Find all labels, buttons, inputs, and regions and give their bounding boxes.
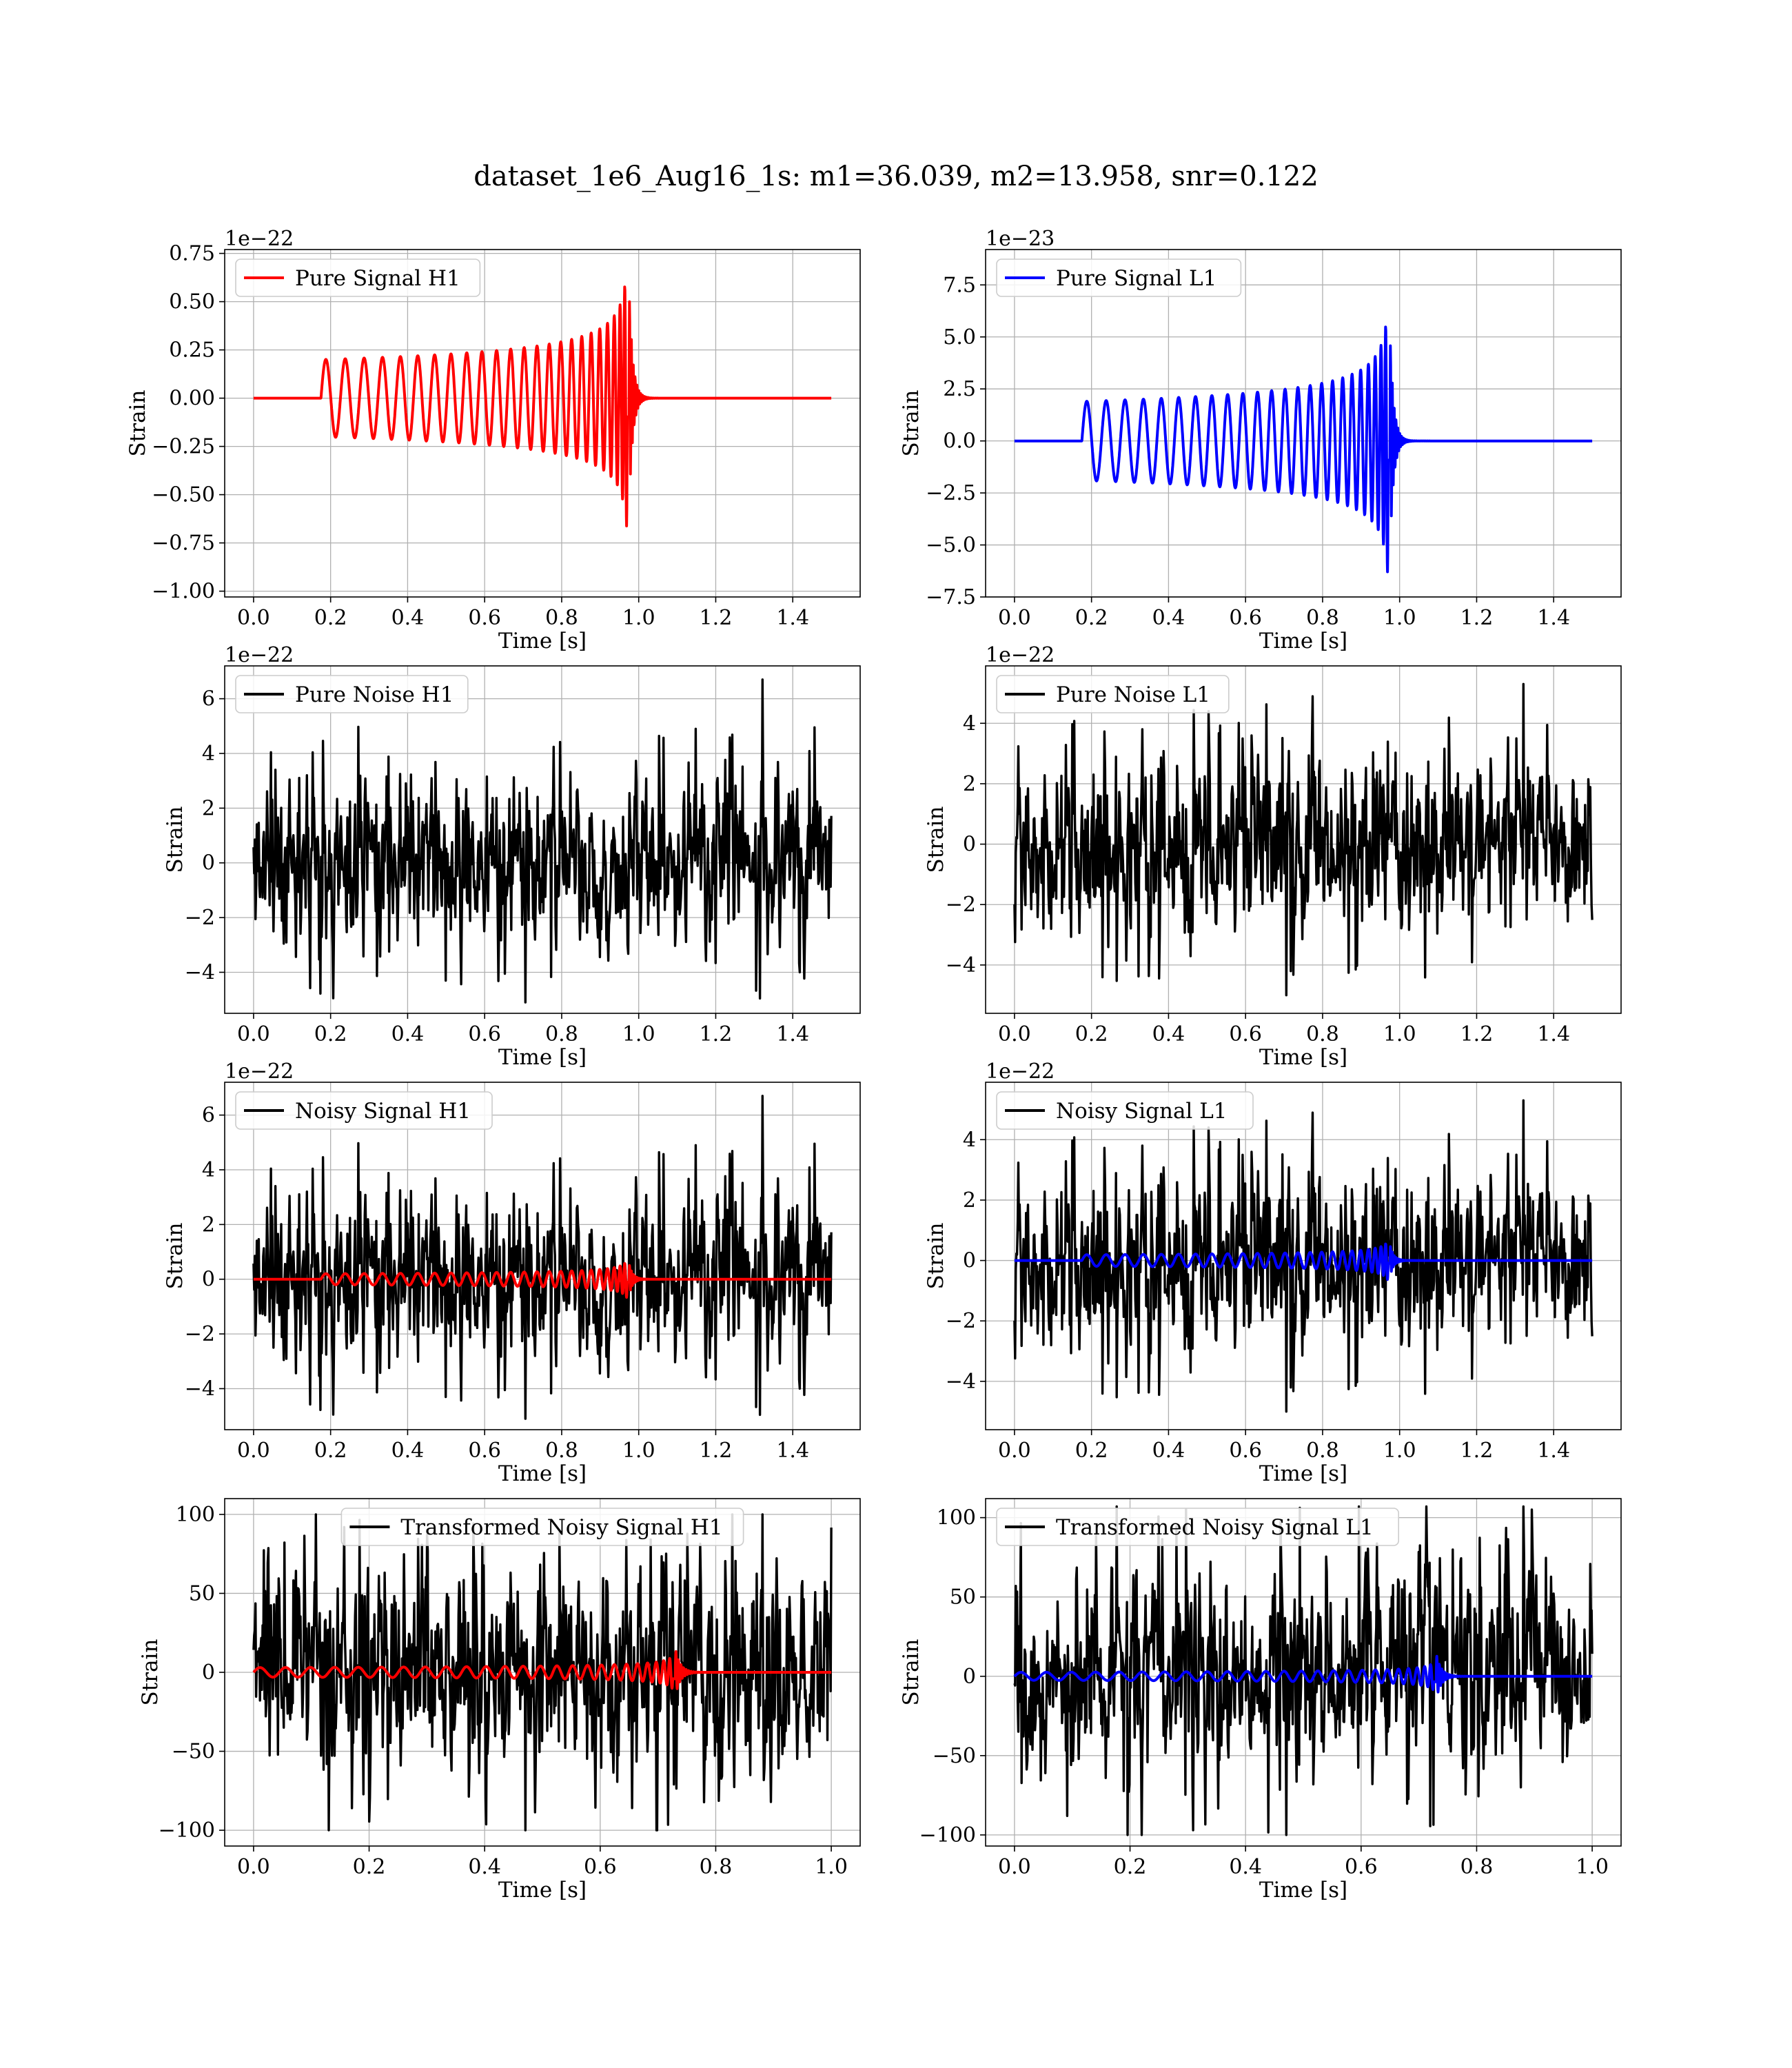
xtick-label: 1.4	[1537, 1439, 1571, 1463]
axis-offset-text: 1e−22	[225, 1060, 294, 1084]
xtick-label: 1.4	[1537, 606, 1571, 630]
xtick-label: 0.4	[1152, 606, 1185, 630]
ytick-label: 2.5	[943, 377, 976, 402]
xtick-label: 1.0	[1383, 1439, 1416, 1463]
ytick-label: 0	[201, 1267, 215, 1292]
ytick-label: 6	[201, 687, 215, 711]
x-axis-label: Time [s]	[1259, 1461, 1348, 1486]
xtick-label: 1.0	[622, 1439, 655, 1463]
x-axis-label: Time [s]	[498, 629, 587, 653]
xtick-label: 0.0	[237, 606, 270, 630]
x-axis-label: Time [s]	[1259, 1878, 1348, 1903]
xtick-label: 0.4	[391, 1439, 425, 1463]
xtick-label: 0.2	[314, 606, 347, 630]
ytick-label: −100	[158, 1818, 215, 1843]
ytick-label: 100	[936, 1506, 976, 1530]
ytick-label: 0.25	[169, 338, 215, 363]
xtick-label: 0.2	[1113, 1855, 1147, 1879]
xtick-label: 0.0	[237, 1855, 270, 1879]
xtick-label: 0.8	[1460, 1855, 1494, 1879]
legend	[236, 259, 480, 296]
xtick-label: 0.0	[998, 1855, 1031, 1879]
legend-label: Pure Signal L1	[1056, 266, 1217, 291]
xtick-label: 0.4	[1152, 1022, 1185, 1046]
legend	[997, 259, 1241, 296]
y-axis-label: Strain	[125, 389, 150, 457]
xtick-label: 0.6	[1229, 1439, 1263, 1463]
x-axis-label: Time [s]	[498, 1045, 587, 1070]
ytick-label: 2	[201, 796, 215, 821]
legend-label: Pure Noise H1	[295, 682, 454, 707]
xtick-label: 0.0	[237, 1439, 270, 1463]
xtick-label: 1.0	[622, 1022, 655, 1046]
ytick-label: 7.5	[943, 273, 976, 298]
ytick-label: 4	[201, 1157, 215, 1182]
ytick-label: 0.50	[169, 290, 215, 314]
ytick-label: 6	[201, 1103, 215, 1128]
ytick-label: −0.25	[152, 434, 215, 459]
xtick-label: 1.2	[1460, 1439, 1494, 1463]
x-axis-label: Time [s]	[1259, 1045, 1348, 1070]
xtick-label: 0.8	[699, 1855, 733, 1879]
ytick-label: 50	[188, 1581, 215, 1606]
legend-label: Transformed Noisy Signal H1	[400, 1515, 723, 1540]
xtick-label: 0.0	[998, 1439, 1031, 1463]
xtick-label: 0.6	[468, 1439, 502, 1463]
ytick-label: −0.50	[152, 483, 215, 507]
ytick-label: 0.0	[943, 429, 976, 454]
xtick-label: 0.2	[314, 1022, 347, 1046]
ytick-label: 4	[962, 1128, 976, 1153]
xtick-label: 1.4	[1537, 1022, 1571, 1046]
ytick-label: 5.0	[943, 325, 976, 349]
xtick-label: 0.6	[1344, 1855, 1378, 1879]
xtick-label: 0.6	[583, 1855, 617, 1879]
xtick-label: 1.4	[776, 1439, 810, 1463]
ytick-label: 0	[201, 851, 215, 875]
xtick-label: 0.0	[237, 1022, 270, 1046]
ytick-label: −2	[945, 1309, 976, 1334]
xtick-label: 1.2	[699, 606, 733, 630]
xtick-label: 0.4	[391, 1022, 425, 1046]
xtick-label: 0.2	[314, 1439, 347, 1463]
axis-offset-text: 1e−22	[225, 643, 294, 667]
y-axis-label: Strain	[163, 1222, 187, 1290]
legend-label: Transformed Noisy Signal L1	[1056, 1515, 1374, 1540]
xtick-label: 0.8	[1306, 1439, 1339, 1463]
xtick-label: 0.8	[545, 1022, 578, 1046]
ytick-label: −2.5	[926, 481, 976, 506]
xtick-label: 1.0	[1576, 1855, 1609, 1879]
xtick-label: 1.2	[1460, 1022, 1494, 1046]
xtick-label: 1.4	[776, 1022, 810, 1046]
xtick-label: 0.4	[1229, 1855, 1263, 1879]
ytick-label: 50	[949, 1585, 976, 1610]
y-axis-label: Strain	[924, 1222, 948, 1290]
xtick-label: 0.0	[998, 1022, 1031, 1046]
xtick-label: 0.6	[1229, 1022, 1263, 1046]
ytick-label: −2	[184, 1322, 215, 1347]
ytick-label: −5.0	[926, 533, 976, 558]
legend	[997, 1508, 1398, 1545]
xtick-label: 1.0	[1383, 1022, 1416, 1046]
y-axis-label: Strain	[899, 1639, 924, 1706]
ytick-label: −2	[184, 906, 215, 931]
ytick-label: 100	[175, 1502, 215, 1527]
xtick-label: 0.2	[1075, 606, 1108, 630]
y-axis-label: Strain	[163, 806, 187, 873]
ytick-label: −4	[945, 953, 976, 977]
ytick-label: 4	[962, 711, 976, 736]
xtick-label: 0.8	[545, 1439, 578, 1463]
ytick-label: −50	[932, 1743, 976, 1768]
ytick-label: 0	[962, 1248, 976, 1273]
x-axis-label: Time [s]	[498, 1878, 587, 1903]
xtick-label: 0.4	[468, 1855, 502, 1879]
legend-label: Noisy Signal L1	[1056, 1099, 1228, 1124]
ytick-label: 2	[962, 771, 976, 796]
axis-offset-text: 1e−22	[986, 643, 1055, 667]
ytick-label: −100	[919, 1823, 976, 1847]
xtick-label: 0.8	[545, 606, 578, 630]
ytick-label: −1.00	[152, 579, 215, 604]
legend	[997, 1092, 1253, 1129]
ytick-label: −50	[171, 1739, 215, 1764]
xtick-label: 1.0	[622, 606, 655, 630]
axis-offset-text: 1e−22	[986, 1060, 1055, 1084]
y-axis-label: Strain	[924, 806, 948, 873]
legend-label: Pure Noise L1	[1056, 682, 1210, 707]
figure-title: dataset_1e6_Aug16_1s: m1=36.039, m2=13.958, snr=0.122	[474, 161, 1318, 192]
xtick-label: 0.8	[1306, 606, 1339, 630]
legend	[236, 676, 468, 713]
ytick-label: −0.75	[152, 531, 215, 556]
xtick-label: 1.2	[699, 1022, 733, 1046]
x-axis-label: Time [s]	[498, 1461, 587, 1486]
xtick-label: 1.0	[1383, 606, 1416, 630]
y-axis-label: Strain	[899, 389, 924, 457]
ytick-label: 0	[962, 832, 976, 857]
legend-label: Pure Signal H1	[295, 266, 460, 291]
xtick-label: 0.4	[391, 606, 425, 630]
xtick-label: 0.0	[998, 606, 1031, 630]
ytick-label: 2	[962, 1188, 976, 1213]
xtick-label: 0.2	[352, 1855, 386, 1879]
ytick-label: 4	[201, 741, 215, 766]
ytick-label: −7.5	[926, 585, 976, 609]
xtick-label: 0.6	[468, 606, 502, 630]
legend	[341, 1508, 743, 1545]
ytick-label: −4	[945, 1369, 976, 1394]
xtick-label: 1.0	[815, 1855, 848, 1879]
y-axis-label: Strain	[138, 1639, 163, 1706]
ytick-label: 0	[962, 1664, 976, 1689]
ytick-label: −4	[184, 1377, 215, 1401]
xtick-label: 1.2	[699, 1439, 733, 1463]
xtick-label: 0.6	[468, 1022, 502, 1046]
axis-offset-text: 1e−22	[225, 227, 294, 251]
xtick-label: 1.4	[776, 606, 810, 630]
xtick-label: 0.8	[1306, 1022, 1339, 1046]
xtick-label: 0.2	[1075, 1439, 1108, 1463]
axis-offset-text: 1e−23	[986, 227, 1055, 251]
x-axis-label: Time [s]	[1259, 629, 1348, 653]
xtick-label: 0.6	[1229, 606, 1263, 630]
xtick-label: 1.2	[1460, 606, 1494, 630]
xtick-label: 0.2	[1075, 1022, 1108, 1046]
legend-label: Noisy Signal H1	[295, 1099, 471, 1124]
ytick-label: −4	[184, 960, 215, 985]
xtick-label: 0.4	[1152, 1439, 1185, 1463]
ytick-label: 0.00	[169, 386, 215, 411]
ytick-label: 0	[201, 1661, 215, 1685]
ytick-label: −2	[945, 893, 976, 918]
ytick-label: 2	[201, 1213, 215, 1237]
ytick-label: 0.75	[169, 241, 215, 266]
legend	[997, 676, 1229, 713]
legend	[236, 1092, 492, 1129]
